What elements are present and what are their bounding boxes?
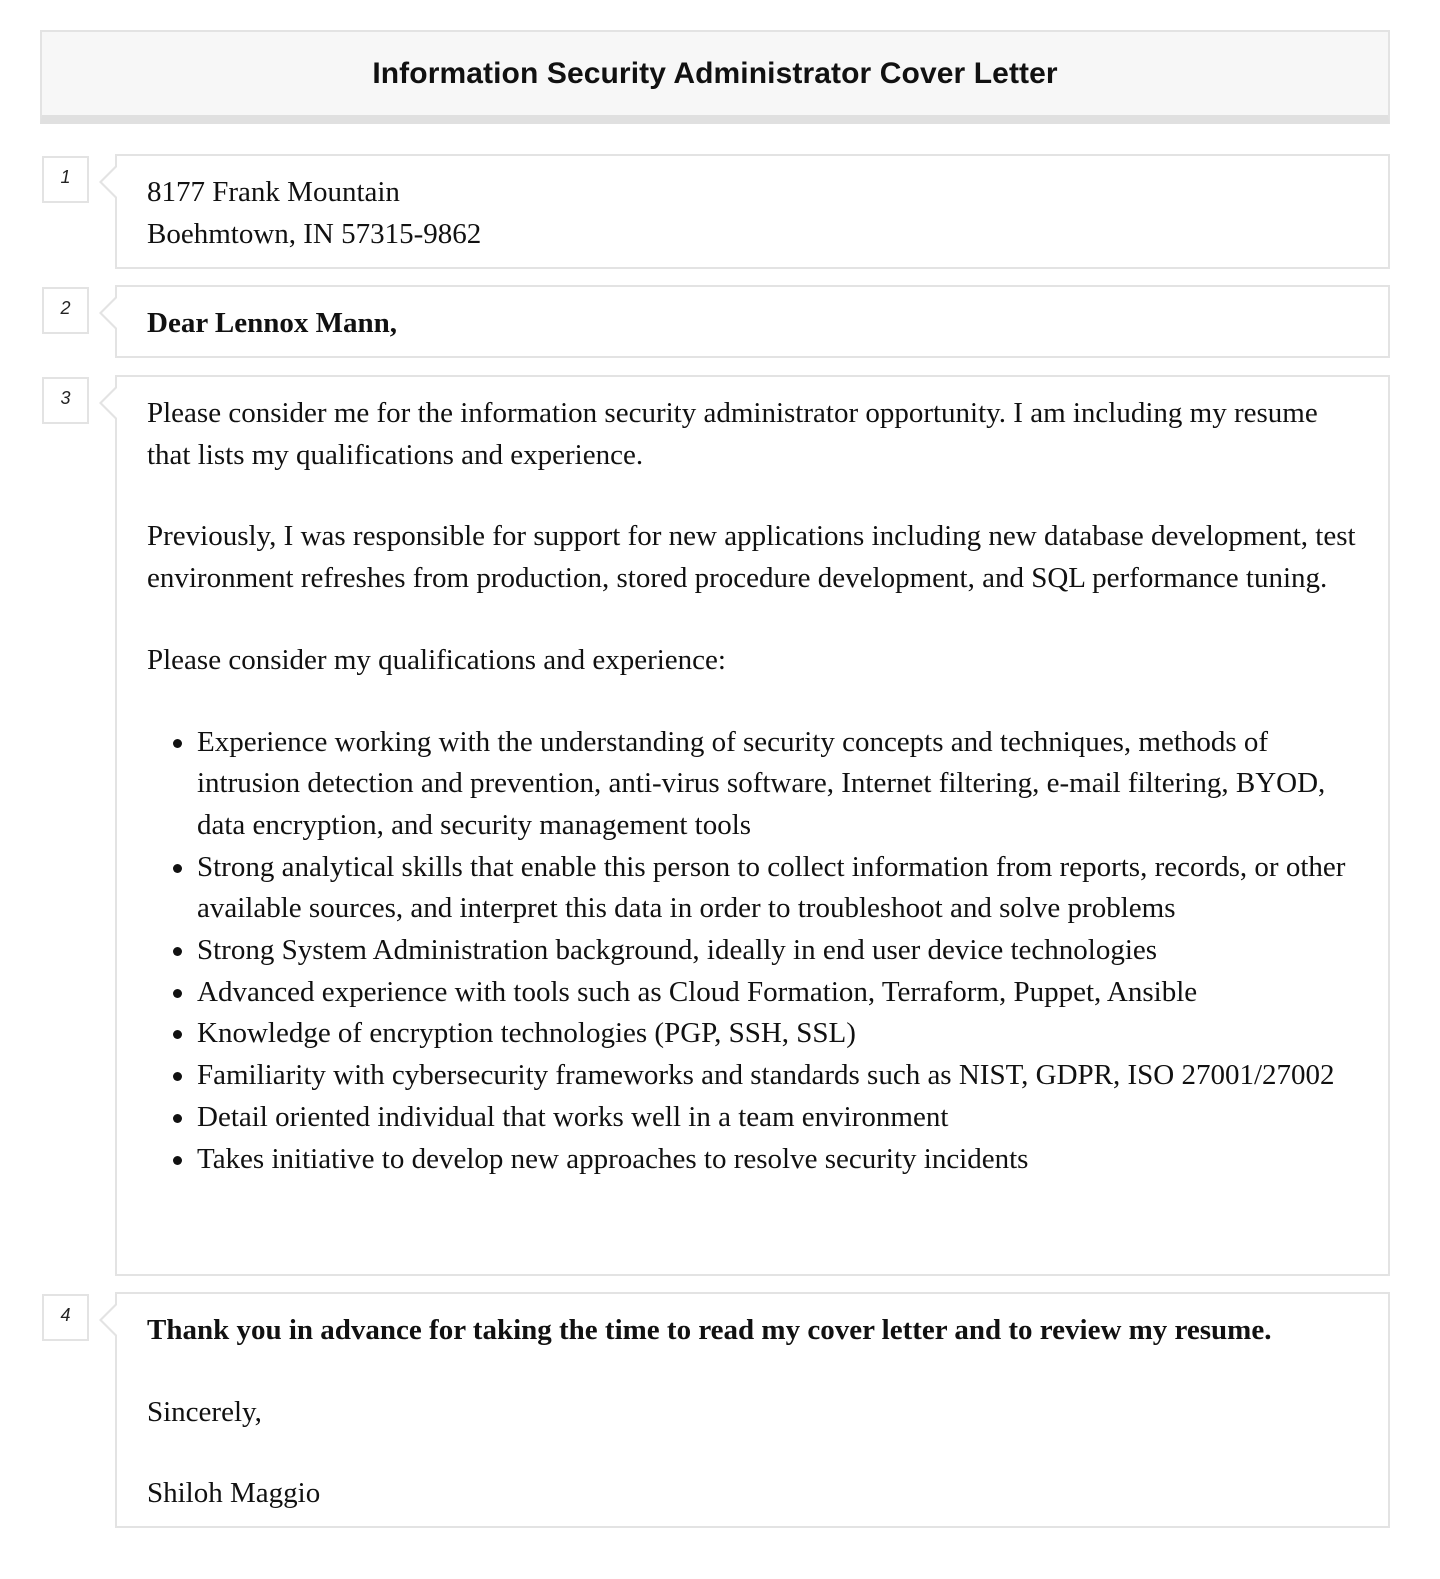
address-line-1: 8177 Frank Mountain	[147, 176, 400, 208]
closing-statement: Thank you in advance for taking the time to read my cover letter and to review my resume.	[147, 1314, 1272, 1346]
intro-paragraph: Please consider me for the information security administrator opportunity. I am including my resume that lists my qualifications and experience.	[147, 397, 1318, 471]
signature-name: Shiloh Maggio	[147, 1477, 321, 1510]
section-number: 3	[42, 377, 89, 424]
list-item: Takes initiative to develop new approaches to resolve security incidents	[147, 1139, 1358, 1181]
signoff: Sincerely,	[147, 1395, 262, 1428]
list-item: Experience working with the understanding of security concepts and techniques, methods of intrusion detection and prevention, anti-virus software, Internet filtering, e-mail filtering, BYOD, data encryption, and security management tools	[147, 722, 1358, 847]
experience-paragraph: Previously, I was responsible for support for new applications including new database development, test environment refreshes from production, stored procedure development, and SQL performance tuning.	[147, 520, 1356, 595]
qualifications-list	[147, 722, 1358, 1181]
section-number: 2	[42, 287, 89, 334]
section-number: 4	[42, 1294, 89, 1341]
body-box	[115, 375, 1390, 1276]
closing-box	[115, 1292, 1390, 1528]
document-title: Information Security Administrator Cover Letter	[372, 56, 1058, 90]
document-header	[40, 30, 1390, 124]
salutation: Dear Lennox Mann,	[147, 307, 398, 339]
address-line-2: Boehmtown, IN 57315-9862	[147, 217, 482, 250]
list-item: Detail oriented individual that works well in a team environment	[147, 1097, 1358, 1139]
list-item: Strong System Administration background, ideally in end user device technologies	[147, 930, 1358, 972]
list-item: Advanced experience with tools such as Cloud Formation, Terraform, Puppet, Ansible	[147, 972, 1358, 1014]
qualifications-intro: Please consider my qualifications and experience:	[147, 643, 726, 676]
list-item: Knowledge of encryption technologies (PGP, SSH, SSL)	[147, 1013, 1358, 1055]
salutation-box	[115, 285, 1390, 358]
section-number: 1	[42, 156, 89, 203]
address-box	[115, 154, 1390, 269]
list-item: Strong analytical skills that enable this person to collect information from reports, records, or other available sources, and interpret this data in order to troubleshoot and solve problems	[147, 847, 1358, 930]
list-item: Familiarity with cybersecurity frameworks and standards such as NIST, GDPR, ISO 27001/27002	[147, 1055, 1358, 1097]
